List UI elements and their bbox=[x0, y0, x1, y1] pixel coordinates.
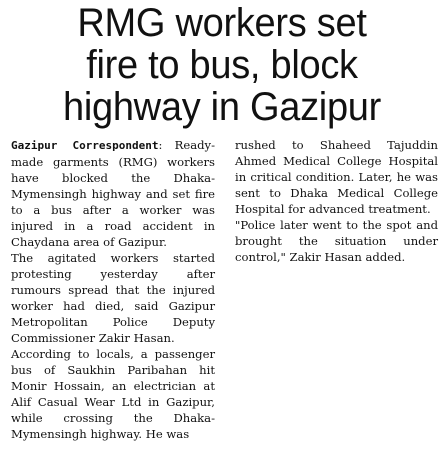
article-column-left bbox=[11, 137, 215, 442]
byline: Gazipur Correspondent bbox=[11, 139, 159, 152]
headline-line-3: highway in Gazipur bbox=[62, 85, 382, 129]
headline-line-1: RMG workers set bbox=[77, 1, 367, 45]
paragraph-2: The agitated workers started protesting yesterday after rumours spread that the injured worker had died, said Gazipur Metropolitan Police Deputy Commissioner Zakir Hasan. bbox=[11, 251, 215, 345]
paragraph-1: Gazipur Correspondent: Ready-made garments (RMG) workers have blocked the Dhaka-Mymensingh highway and set fire to a bus after a worker was injured in a road accident in Chaydana area of Gazipur. bbox=[11, 138, 216, 249]
paragraph-1-text: Ready-made garments (RMG) workers have blocked the Dhaka-Mymensingh highway and set fire to a bus after a worker was injured in a road accident in Chaydana area of Gazipur. bbox=[11, 138, 216, 249]
headline bbox=[11, 2, 433, 128]
paragraph-3: According to locals, a passenger bus of Saukhin Paribahan hit Monir Hossain, an electrician at Alif Casual Wear Ltd in Gazipur, while crossing the Dhaka-Mymensingh highway. He was bbox=[11, 347, 215, 441]
headline-line-2: fire to bus, block bbox=[86, 43, 358, 87]
paragraph-3-continued: rushed to Shaheed Tajuddin Ahmed Medical College Hospital in critical condition. Later, he was sent to Dhaka Medical College Hospital for advanced treatment. bbox=[235, 138, 438, 216]
article-column-right bbox=[235, 137, 438, 265]
paragraph-4: "Police later went to the spot and brought the situation under control," Zakir Hasan added. bbox=[235, 218, 438, 264]
